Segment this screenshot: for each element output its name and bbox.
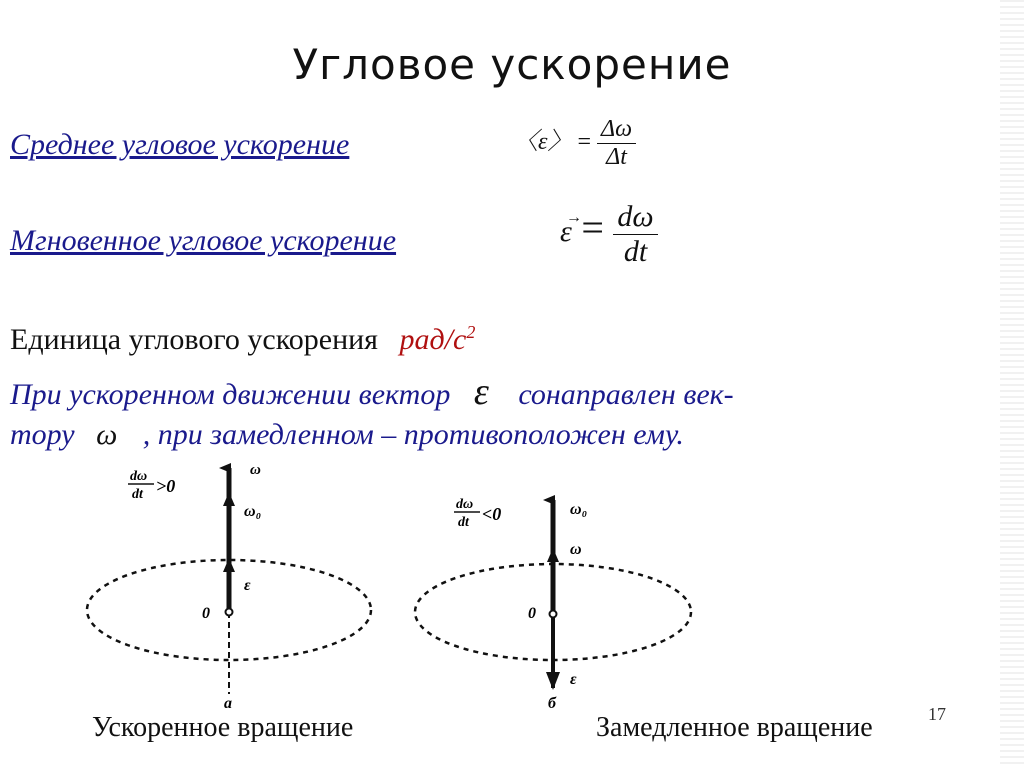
- left-condition-numerator: dω: [130, 469, 148, 484]
- slide-title: Угловое ускорение: [292, 40, 732, 89]
- right-omega-inner-arrowhead: [547, 548, 559, 562]
- right-omega0-label: ω₀: [570, 501, 588, 518]
- instant-formula-lhs-wrap: [560, 209, 582, 249]
- left-diagram: [87, 462, 371, 712]
- right-condition-relation: <0: [482, 504, 502, 524]
- left-condition-relation: >0: [156, 476, 176, 496]
- page-number: 17: [928, 704, 946, 724]
- right-omega-label: ω: [570, 541, 582, 558]
- statement-line1-start: При ускоренном движении вектор: [10, 378, 451, 411]
- average-acceleration-formula: [514, 116, 636, 171]
- vector-arrow-icon: →: [566, 209, 582, 227]
- right-epsilon-arrowhead: [546, 672, 560, 690]
- right-diagram: [415, 497, 691, 712]
- left-omega0-arrowhead: [223, 492, 235, 506]
- instant-acceleration-formula: [560, 200, 658, 269]
- right-origin-point: [550, 611, 557, 618]
- statement-line1-end: сонаправлен век-: [518, 378, 734, 411]
- left-epsilon-label: ε: [244, 577, 251, 594]
- average-formula-numerator: Δω: [597, 116, 636, 144]
- average-formula-eq: =: [577, 129, 592, 156]
- caption-accelerated: Ускоренное вращение: [92, 712, 354, 743]
- right-epsilon-label: ε: [570, 671, 577, 688]
- left-condition-denominator: dt: [132, 487, 143, 502]
- instant-acceleration-label[interactable]: Мгновенное угловое ускорение: [10, 224, 397, 257]
- right-condition-denominator: dt: [458, 515, 469, 530]
- instant-formula-denominator: dt: [623, 235, 648, 268]
- statement-line-1: [10, 370, 734, 414]
- unit-line: [10, 322, 475, 357]
- unit-value: [399, 323, 475, 356]
- caption-decelerated: Замедленное вращение: [596, 712, 873, 743]
- right-condition: [454, 497, 501, 530]
- left-origin-label: 0: [202, 605, 210, 622]
- unit-label: Единица углового ускорения: [10, 323, 378, 356]
- left-axis-label: a: [224, 695, 232, 712]
- left-condition: [128, 469, 175, 502]
- average-formula-denominator: Δt: [606, 144, 627, 170]
- statement-line2-end: , при замедленном – противоположен ему.: [142, 418, 684, 451]
- average-formula-lhs: 〈ε〉: [514, 129, 572, 156]
- unit-value-text: рад/с: [399, 323, 467, 356]
- instant-formula-fraction: [613, 200, 657, 269]
- statement-line-2: [10, 418, 684, 452]
- left-omega0-label: ω₀: [244, 503, 262, 520]
- instant-formula-numerator: dω: [613, 200, 657, 235]
- average-acceleration-label[interactable]: Среднее угловое ускорение: [10, 128, 350, 161]
- left-origin-point: [226, 609, 233, 616]
- right-origin-label: 0: [528, 605, 536, 622]
- unit-exponent: 2: [466, 322, 476, 342]
- left-omega-label: ω: [250, 462, 261, 478]
- right-condition-numerator: dω: [456, 497, 474, 512]
- average-formula-fraction: [597, 116, 636, 171]
- statement-omega-symbol: ω: [96, 418, 118, 451]
- instant-formula-lhs: ε: [560, 215, 572, 249]
- statement-epsilon-symbol: ε: [473, 371, 489, 413]
- statement-line2-start: тору: [10, 418, 75, 451]
- instant-formula-eq: =: [581, 205, 604, 251]
- right-axis-label: б: [548, 695, 556, 712]
